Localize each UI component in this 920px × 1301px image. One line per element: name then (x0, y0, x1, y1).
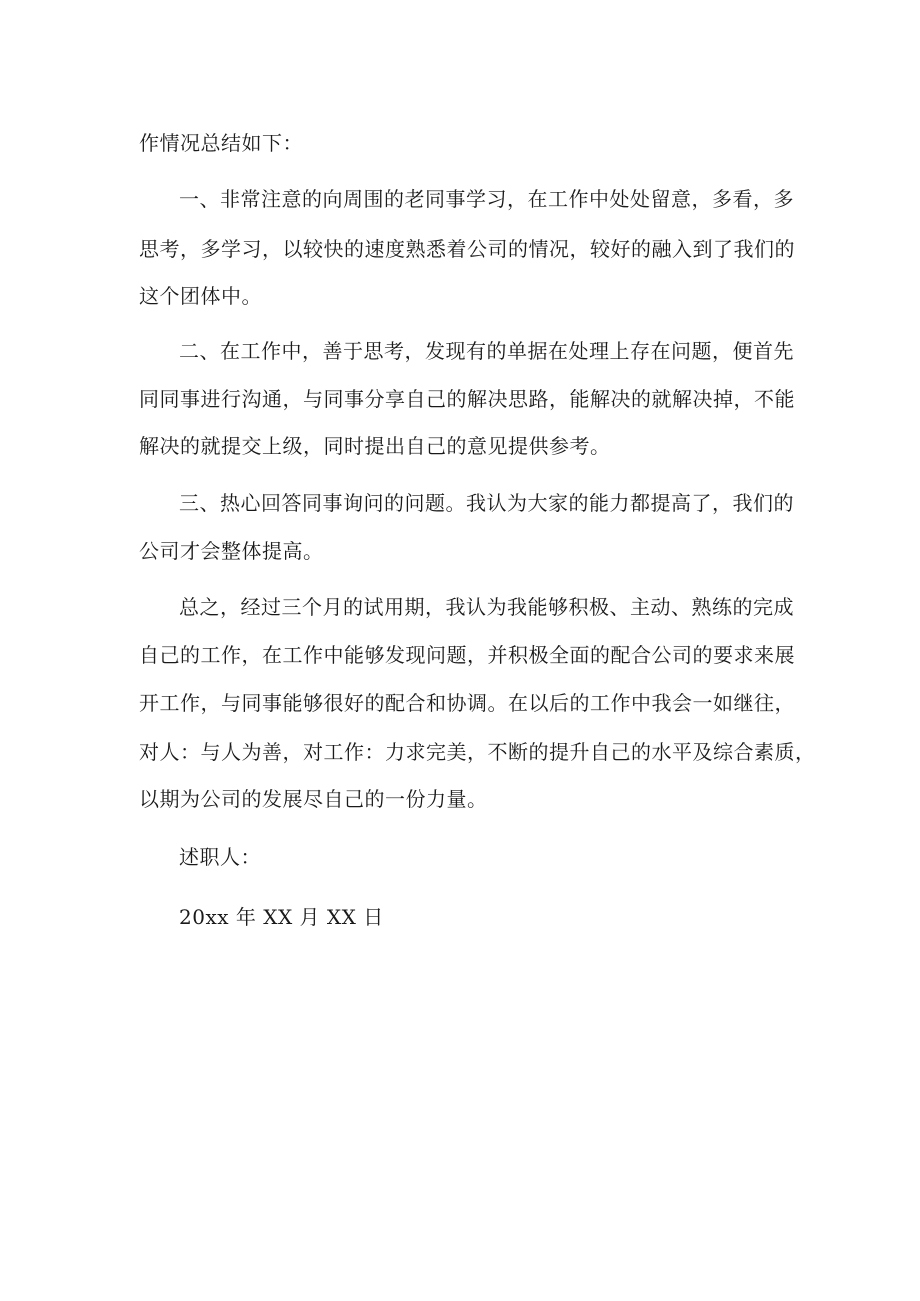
summary-line-2: 自己的工作，在工作中能够发现问题，并积极全面的配合公司的要求来展 (139, 643, 795, 667)
point2-line-3: 解决的就提交上级，同时提出自己的意见提供参考。 (139, 434, 611, 458)
point1-line-1: 一、非常注意的向周围的老同事学习，在工作中处处留意，多看，多 (179, 187, 794, 211)
point2-line-1: 二、在工作中，善于思考，发现有的单据在处理上存在问题，便首先 (179, 339, 794, 363)
signature-date: 20xx 年 XX 月 XX 日 (179, 905, 384, 929)
summary-line-4: 对人：与人为善，对工作：力求完美，不断的提升自己的水平及综合素质， (139, 740, 816, 764)
summary-line-1: 总之，经过三个月的试用期，我认为我能够积极、主动、熟练的完成 (179, 595, 794, 619)
summary-line-5: 以期为公司的发展尽自己的一份力量。 (139, 787, 488, 811)
point3-line-2: 公司才会整体提高。 (139, 539, 324, 563)
intro-tail-line: 作情况总结如下： (139, 131, 303, 155)
point3-line-1: 三、热心回答同事询问的问题。我认为大家的能力都提高了，我们的 (179, 491, 794, 515)
signer-label: 述职人： (179, 845, 261, 869)
summary-line-3: 开工作，与同事能够很好的配合和协调。在以后的工作中我会一如继往， (139, 691, 795, 715)
point2-line-2: 同同事进行沟通，与同事分享自己的解决思路，能解决的就解决掉，不能 (139, 387, 795, 411)
point1-line-3: 这个团体中。 (139, 284, 262, 308)
point1-line-2: 思考，多学习，以较快的速度熟悉着公司的情况，较好的融入到了我们的 (139, 237, 795, 261)
